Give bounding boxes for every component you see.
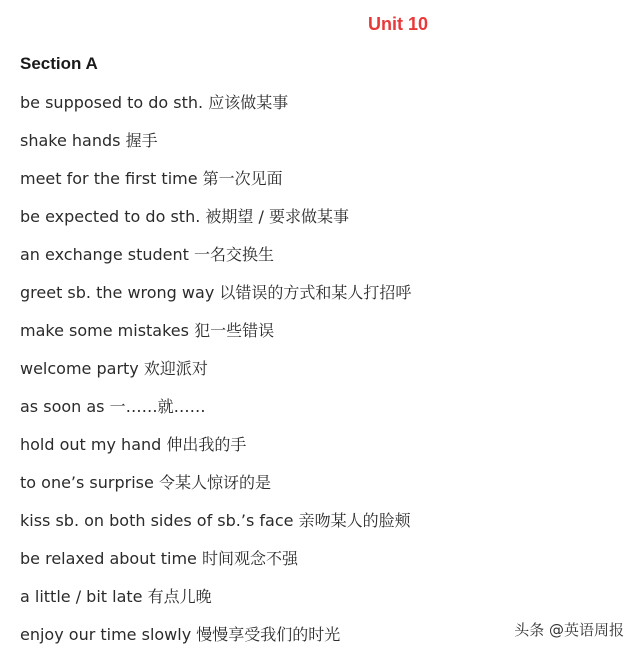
phrase-entry: [20, 242, 630, 280]
phrase-chinese: 一名交换生: [194, 245, 275, 264]
phrase-entry: [20, 280, 630, 318]
phrase-chinese: 亲吻某人的脸颊: [298, 511, 411, 530]
phrase-entry: [20, 128, 630, 166]
phrase-entry: [20, 166, 630, 204]
phrase-chinese: 伸出我的手: [166, 435, 247, 454]
phrase-chinese: 应该做某事: [208, 93, 289, 112]
phrase-english: hold out my hand: [20, 435, 162, 454]
phrase-entry: [20, 394, 630, 432]
phrase-chinese: 犯一些错误: [194, 321, 275, 340]
phrase-chinese: 慢慢享受我们的时光: [196, 625, 341, 644]
phrase-entry: [20, 90, 630, 128]
phrase-english: as soon as: [20, 397, 105, 416]
phrase-english: be expected to do sth.: [20, 207, 201, 226]
phrase-entry: [20, 356, 630, 394]
phrase-english: to one’s surprise: [20, 473, 154, 492]
phrase-chinese: 被期望 / 要求做某事: [205, 207, 349, 226]
phrase-entry: [20, 546, 630, 584]
phrase-chinese: 第一次见面: [202, 169, 283, 188]
phrase-list: [20, 90, 630, 660]
phrase-chinese: 以错误的方式和某人打招呼: [219, 283, 412, 302]
phrase-chinese: 有点儿晚: [147, 587, 212, 606]
section-title: Section A: [20, 54, 98, 73]
phrase-chinese: 令某人惊讶的是: [158, 473, 271, 492]
phrase-entry: [20, 470, 630, 508]
phrase-english: be relaxed about time: [20, 549, 197, 568]
phrase-entry: [20, 432, 630, 470]
source-watermark: 头条 @英语周报: [514, 621, 624, 639]
phrase-english: an exchange student: [20, 245, 189, 264]
phrase-english: make some mistakes: [20, 321, 189, 340]
phrase-chinese: 一……就……: [109, 397, 206, 416]
phrase-entry: [20, 584, 630, 622]
phrase-entry: [20, 508, 630, 546]
phrase-entry: [20, 204, 630, 242]
phrase-entry: [20, 318, 630, 356]
phrase-english: kiss sb. on both sides of sb.’s face: [20, 511, 294, 530]
phrase-english: be supposed to do sth.: [20, 93, 204, 112]
phrase-english: greet sb. the wrong way: [20, 283, 215, 302]
phrase-english: meet for the first time: [20, 169, 198, 188]
phrase-english: a little / bit late: [20, 587, 143, 606]
phrase-chinese: 握手: [125, 131, 158, 150]
phrase-english: enjoy our time slowly: [20, 625, 192, 644]
unit-title: Unit 10: [367, 14, 428, 34]
phrase-chinese: 时间观念不强: [201, 549, 298, 568]
phrase-english: welcome party: [20, 359, 139, 378]
phrase-chinese: 欢迎派对: [143, 359, 208, 378]
phrase-english: shake hands: [20, 131, 121, 150]
